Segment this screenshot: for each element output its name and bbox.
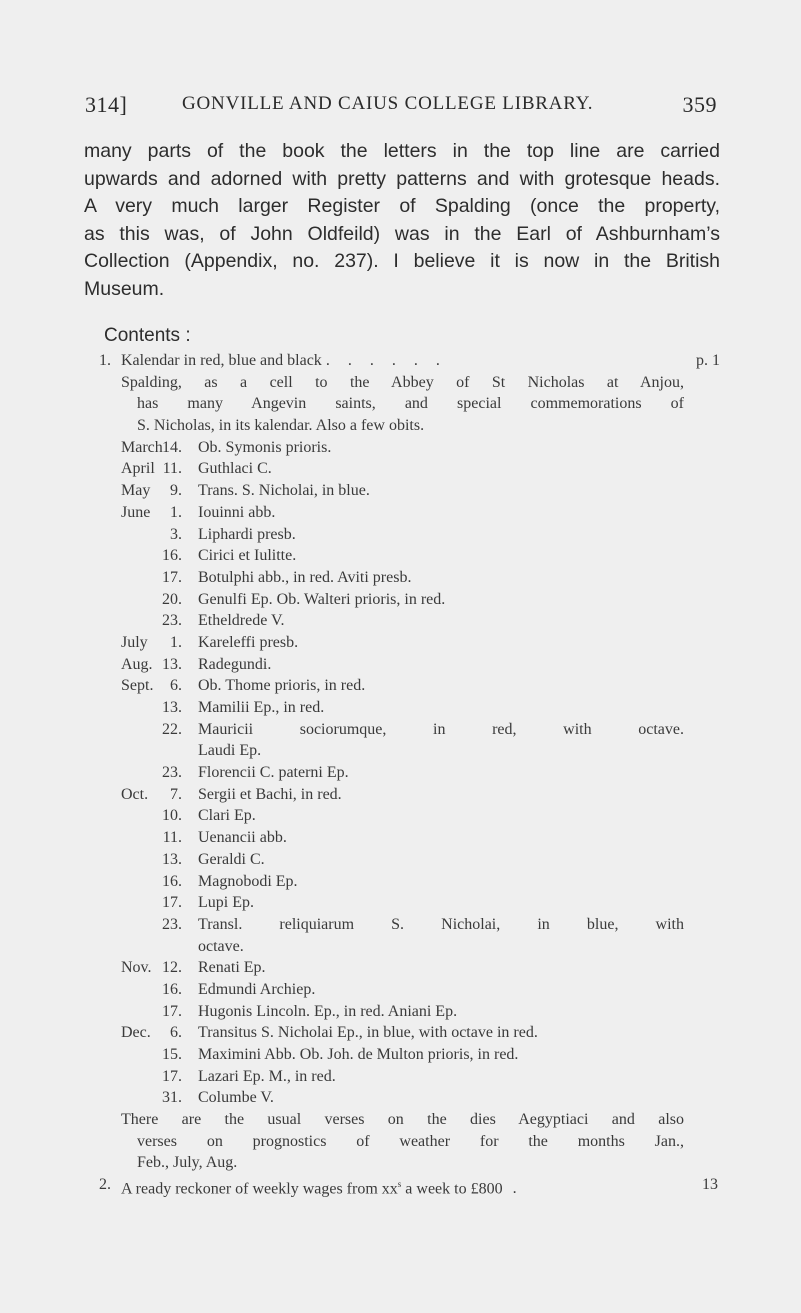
- closing-note-line: [84, 1152, 724, 1174]
- entry-day: 17.: [162, 894, 182, 912]
- entry-text: Clari Ep.: [198, 807, 256, 825]
- intro-line: Collection (Appendix, no. 237). I believe it is now in the British: [84, 250, 720, 272]
- entry-text: Ob. Symonis prioris.: [198, 438, 332, 456]
- closing-note-line: [84, 1131, 724, 1153]
- entry-text: Transl. reliquiarum S. Nicholai, in blue, with: [198, 915, 684, 933]
- kalendar-entry: [84, 805, 724, 827]
- kalendar-entry: [84, 480, 724, 502]
- entry-text: Mamilii Ep., in red.: [198, 699, 325, 716]
- kalendar-entry: [84, 458, 724, 480]
- kalendar-entry: [84, 1066, 724, 1088]
- entry-day: 16.: [162, 872, 182, 890]
- kalendar-table: [84, 437, 724, 1109]
- closing-note-text: There are the usual verses on the dies Aegyptiaci and also: [121, 1111, 684, 1129]
- entry-text: Ob. Thome prioris, in red.: [198, 677, 366, 695]
- entry-text-continued: Laudi Ep.: [198, 742, 262, 760]
- entry-day: 17.: [162, 1067, 182, 1085]
- item-title: Kalendar in red, blue and black: [121, 352, 322, 369]
- entry-text: Genulfi Ep. Ob. Walteri prioris, in red.: [198, 590, 446, 608]
- entry-day: 15.: [162, 1046, 182, 1063]
- entry-month: April: [121, 460, 155, 478]
- entry-day: 17.: [162, 568, 182, 586]
- entry-day: 6.: [170, 1024, 182, 1042]
- kalendar-entry: [84, 437, 724, 459]
- closing-note-text: Feb., July, Aug.: [137, 1154, 238, 1172]
- item-text-end: a week to £800: [401, 1180, 503, 1198]
- description-text: has many Angevin saints, and special commemorations of: [137, 395, 684, 413]
- entry-day: 10.: [162, 807, 182, 825]
- leader-dot: .: [512, 1180, 517, 1198]
- entry-text: Magnobodi Ep.: [198, 872, 298, 890]
- entry-text: Lazari Ep. M., in red.: [198, 1067, 336, 1085]
- entry-day: 12.: [162, 959, 182, 977]
- entry-day: 13.: [162, 655, 182, 673]
- intro-line: as this was, of John Oldfeild) was in the Earl of Ashburnham’s: [84, 222, 720, 245]
- entry-text: Radegundi.: [198, 655, 272, 673]
- entry-text: Sergii et Bachi, in red.: [198, 785, 342, 803]
- kalendar-entry: [84, 762, 724, 784]
- entry-text-continued: octave.: [198, 937, 244, 955]
- entry-text: Transitus S. Nicholai Ep., in blue, with octave in red.: [198, 1024, 538, 1042]
- entry-day: 13.: [162, 850, 182, 868]
- entry-text: Edmundi Archiep.: [198, 980, 316, 998]
- kalendar-entry: [84, 892, 724, 914]
- entry-day: 16.: [162, 980, 182, 998]
- closing-note-text: verses on prognostics of weather for the months Jan.,: [137, 1132, 684, 1150]
- item-text: [121, 1174, 517, 1200]
- description-text: Spalding, as a cell to the Abbey of St Nicholas at Anjou,: [121, 373, 684, 391]
- entry-day: 23.: [162, 915, 182, 933]
- kalendar-entry: [84, 1044, 724, 1066]
- entry-text: Maximini Abb. Ob. Joh. de Multon prioris, in red.: [198, 1046, 519, 1063]
- item-number: 2.: [99, 1176, 111, 1194]
- entry-day: 3.: [170, 525, 182, 543]
- entry-text: Etheldrede V.: [198, 612, 285, 630]
- kalendar-entry: [84, 719, 724, 741]
- entry-text: Geraldi C.: [198, 850, 265, 868]
- kalendar-entry: [84, 1001, 724, 1023]
- running-title: GONVILLE AND CAIUS COLLEGE LIBRARY.: [182, 93, 594, 114]
- entry-day: 11.: [162, 460, 182, 478]
- entry-day: 9.: [170, 482, 182, 500]
- entry-text: Hugonis Lincoln. Ep., in red. Aniani Ep.: [198, 1002, 458, 1020]
- kalendar-entry-continued: [84, 740, 724, 762]
- intro-paragraph: [84, 138, 720, 303]
- description-text: S. Nicholas, in its kalendar. Also a few obits.: [137, 417, 425, 435]
- entry-day: 23.: [162, 764, 182, 782]
- intro-line: upwards and adorned with pretty patterns and with grotesque heads.: [84, 167, 720, 190]
- entry-day: 1.: [170, 503, 182, 521]
- entry-month: Sept.: [121, 677, 154, 695]
- entry-text: Cirici et Iulitte.: [198, 547, 297, 565]
- kalendar-entry: [84, 827, 724, 849]
- intro-line: Museum.: [84, 277, 165, 300]
- kalendar-entry: [84, 784, 724, 806]
- kalendar-entry: [84, 545, 724, 567]
- entry-day: 6.: [170, 677, 182, 695]
- kalendar-entry: [84, 589, 724, 611]
- contents-list: [84, 350, 724, 1196]
- description-line: [84, 372, 724, 394]
- contents-item-1: [84, 350, 724, 372]
- contents-item-2: [84, 1174, 724, 1196]
- item-title-line: [121, 350, 447, 372]
- intro-line: many parts of the book the letters in the top line are carried: [84, 140, 720, 162]
- leader-dots: . . . . . .: [325, 352, 447, 369]
- kalendar-entry: [84, 697, 724, 719]
- kalendar-entry: [84, 567, 724, 589]
- left-page-number: 314]: [85, 92, 128, 117]
- page-reference: 13: [702, 1176, 718, 1194]
- kalendar-entry: [84, 979, 724, 1001]
- kalendar-entry: [84, 632, 724, 654]
- entry-text: Trans. S. Nicholai, in blue.: [198, 482, 370, 500]
- intro-line: A very much larger Register of Spalding (once the property,: [84, 195, 720, 217]
- entry-text: Columbe V.: [198, 1089, 274, 1107]
- entry-month: March: [121, 438, 163, 456]
- entry-day: 31.: [162, 1089, 182, 1107]
- kalendar-entry: [84, 849, 724, 871]
- entry-text: Renati Ep.: [198, 959, 266, 977]
- kalendar-entry: [84, 1087, 724, 1109]
- entry-text: Botulphi abb., in red. Aviti presb.: [198, 568, 412, 586]
- kalendar-entry: [84, 1022, 724, 1044]
- entry-month: Nov.: [121, 959, 152, 977]
- entry-month: Aug.: [121, 655, 153, 673]
- entry-month: May: [121, 482, 151, 500]
- page-reference: p. 1: [696, 352, 720, 369]
- entry-month: Oct.: [121, 785, 149, 803]
- entry-day: 14.: [162, 438, 182, 456]
- entry-day: 23.: [162, 612, 182, 630]
- entry-text: Iouinni abb.: [198, 503, 276, 521]
- kalendar-entry: [84, 524, 724, 546]
- entry-day: 7.: [170, 785, 182, 803]
- entry-text: Lupi Ep.: [198, 894, 254, 912]
- kalendar-entry: [84, 502, 724, 524]
- contents-heading: Contents :: [104, 325, 191, 346]
- superscript: s: [397, 1179, 402, 1190]
- entry-text: Mauricii sociorumque, in red, with octave.: [198, 720, 684, 738]
- description-line: [84, 415, 724, 437]
- entry-day: 17.: [162, 1002, 182, 1020]
- entry-text: Florencii C. paterni Ep.: [198, 764, 349, 782]
- entry-month: June: [121, 503, 151, 521]
- kalendar-entry: [84, 914, 724, 936]
- entry-day: 16.: [162, 547, 182, 565]
- description-line: [84, 393, 724, 415]
- entry-day: 1.: [170, 633, 182, 651]
- kalendar-entry: [84, 675, 724, 697]
- item-text-start: A ready reckoner of weekly wages from xx: [121, 1180, 398, 1198]
- right-page-number: 359: [682, 92, 717, 117]
- entry-month: Dec.: [121, 1024, 151, 1042]
- kalendar-entry: [84, 654, 724, 676]
- entry-day: 13.: [162, 699, 182, 716]
- entry-day: 11.: [162, 829, 182, 847]
- entry-text: Uenancii abb.: [198, 829, 287, 847]
- kalendar-entry: [84, 610, 724, 632]
- kalendar-entry: [84, 871, 724, 893]
- entry-day: 20.: [162, 590, 182, 608]
- item-number: 1.: [99, 352, 111, 369]
- entry-text: Kareleffi presb.: [198, 633, 299, 651]
- closing-note-line: [84, 1109, 724, 1131]
- entry-text: Guthlaci C.: [198, 460, 272, 478]
- running-header: [85, 92, 717, 120]
- kalendar-entry-continued: [84, 936, 724, 958]
- entry-day: 22.: [162, 720, 182, 738]
- entry-month: July: [121, 633, 148, 651]
- entry-text: Liphardi presb.: [198, 525, 296, 543]
- kalendar-entry: [84, 957, 724, 979]
